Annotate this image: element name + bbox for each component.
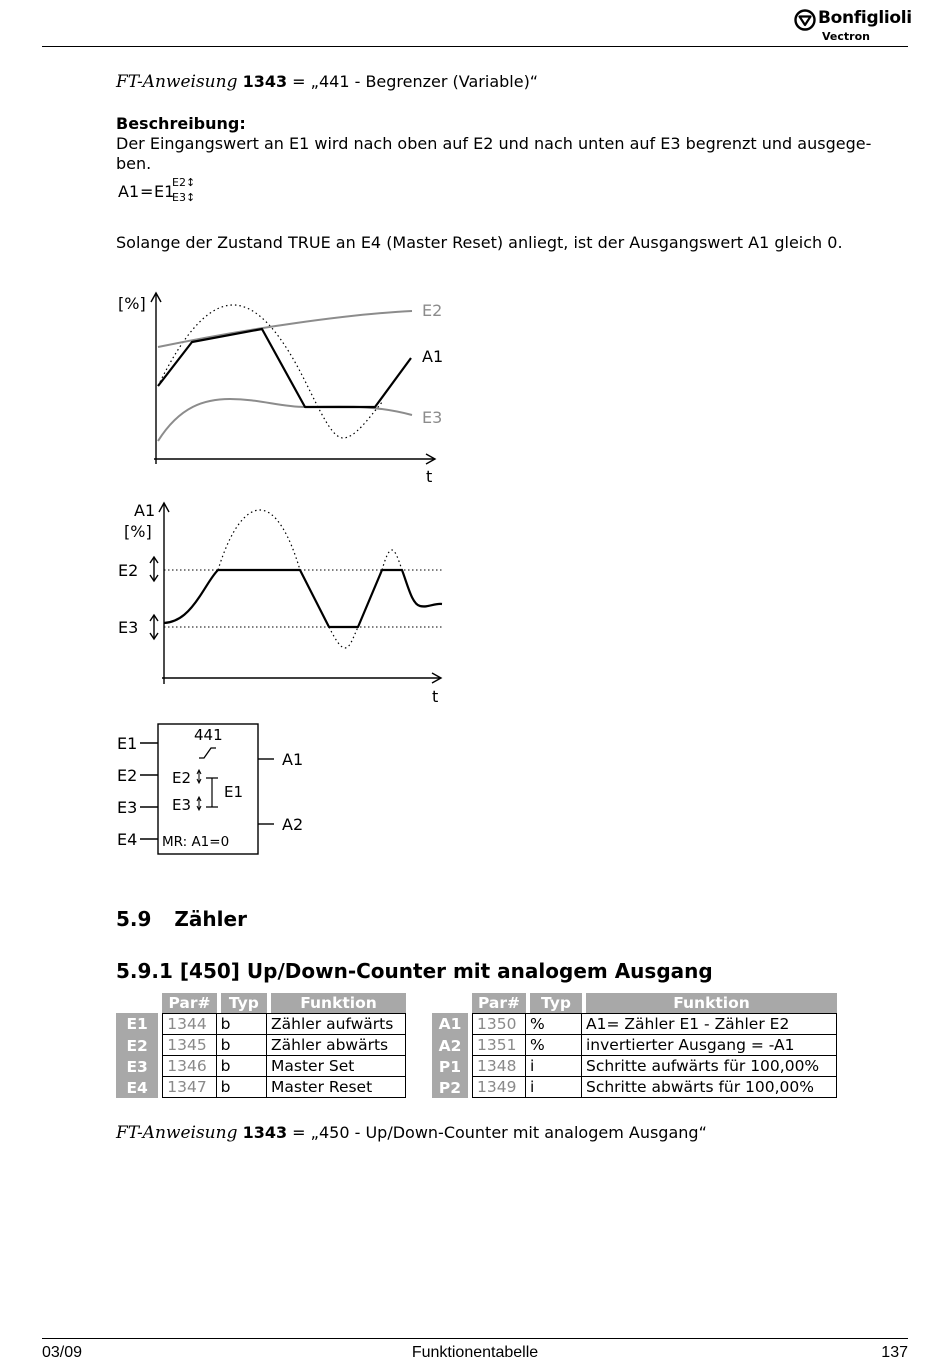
block-inner-e3: E3 xyxy=(172,796,192,814)
section-title: Zähler xyxy=(174,907,247,931)
row-par: 1346 xyxy=(162,1056,216,1077)
row-typ: % xyxy=(526,1035,582,1056)
header-funktion: Funktion xyxy=(267,993,406,1013)
diagram-1-e3-curve xyxy=(158,399,412,441)
block-inner-e1: E1 xyxy=(224,783,244,801)
row-func: Zähler aufwärts xyxy=(267,1013,406,1035)
diagram-2-label-e2: E2 xyxy=(118,561,139,580)
section-number: 5.9 xyxy=(116,907,152,931)
row-func: Schritte aufwärts für 100,00% xyxy=(582,1056,837,1077)
table-outputs-header xyxy=(432,993,837,1013)
row-func: invertierter Ausgang = -A1 xyxy=(582,1035,837,1056)
block-out-a2: A2 xyxy=(282,815,304,834)
bonfiglioli-logo-icon xyxy=(794,9,816,31)
table-row xyxy=(432,1013,837,1035)
footer-page: 137 xyxy=(881,1344,908,1361)
row-label: E4 xyxy=(116,1077,158,1098)
ft-instruction-2 xyxy=(116,1123,707,1143)
footer-date: 03/09 xyxy=(42,1344,83,1361)
diagram-2-label-e3: E3 xyxy=(118,618,139,637)
header-par: Par# xyxy=(472,993,526,1013)
table-row xyxy=(116,1013,406,1035)
table-inputs xyxy=(116,993,406,1098)
footer-title: Funktionentabelle xyxy=(411,1344,539,1361)
brand-name: Bonfiglioli xyxy=(818,8,912,28)
table-row xyxy=(116,1035,406,1056)
formula-eq: = xyxy=(140,182,154,201)
row-label: E1 xyxy=(116,1013,158,1035)
formula-sub: E3↕ xyxy=(172,191,196,204)
row-par: 1351 xyxy=(472,1035,526,1056)
section-heading xyxy=(116,907,247,931)
diagram-1-label-e2: E2 xyxy=(422,301,443,320)
diagram-1-label-a1: A1 xyxy=(422,347,444,366)
row-typ: b xyxy=(217,1056,267,1077)
table-row xyxy=(116,1077,406,1098)
row-func: Schritte abwärts für 100,00% xyxy=(582,1077,837,1098)
ft-text: = „450 - Up/Down-Counter mit analogem Ausgang“ xyxy=(287,1123,707,1142)
row-label: P1 xyxy=(432,1056,468,1077)
row-label: A2 xyxy=(432,1035,468,1056)
row-typ: b xyxy=(217,1035,267,1056)
table-row xyxy=(432,1035,837,1056)
table-inputs-header xyxy=(116,993,406,1013)
row-typ: b xyxy=(217,1077,267,1098)
row-label: P2 xyxy=(432,1077,468,1098)
ft-text: = „441 - Begrenzer (Variable)“ xyxy=(287,72,539,91)
header-typ: Typ xyxy=(217,993,267,1013)
row-func: Zähler abwärts xyxy=(267,1035,406,1056)
reset-note: Solange der Zustand TRUE an E4 (Master Reset) anliegt, ist der Ausgangswert A1 gleich 0. xyxy=(116,233,843,252)
block-mr: MR: A1=0 xyxy=(162,834,230,850)
row-func: A1= Zähler E1 - Zähler E2 xyxy=(582,1013,837,1035)
diagram-2-e2-arrow-icon xyxy=(150,557,158,581)
footer-rule xyxy=(42,1338,908,1339)
row-par: 1345 xyxy=(162,1035,216,1056)
row-typ: i xyxy=(526,1077,582,1098)
diagram-2-input-curve xyxy=(218,510,402,648)
row-typ: % xyxy=(526,1013,582,1035)
row-par: 1347 xyxy=(162,1077,216,1098)
diagram-2-a1-curve xyxy=(164,570,442,627)
ft-prefix: FT-Anweisung xyxy=(116,72,238,92)
header-typ: Typ xyxy=(526,993,582,1013)
description-line-2: ben. xyxy=(116,154,152,173)
function-block-441 xyxy=(110,718,330,863)
diagram-1-xlabel: t xyxy=(426,467,433,486)
block-in-e2: E2 xyxy=(117,766,138,785)
row-typ: b xyxy=(217,1013,267,1035)
subsection-heading: 5.9.1 [450] Up/Down-Counter mit analogem Ausgang xyxy=(116,959,713,983)
formula-base: E1 xyxy=(154,182,175,201)
description-heading: Beschreibung: xyxy=(116,114,246,133)
row-label: E3 xyxy=(116,1056,158,1077)
block-in-e3: E3 xyxy=(117,798,138,817)
diagram-1 xyxy=(100,286,460,486)
row-par: 1349 xyxy=(472,1077,526,1098)
diagram-1-label-e3: E3 xyxy=(422,408,443,427)
header-par: Par# xyxy=(162,993,216,1013)
ft-number: 1343 xyxy=(242,72,288,91)
diagram-1-a1-curve xyxy=(158,329,411,407)
block-in-e4: E4 xyxy=(117,830,138,849)
header-funktion: Funktion xyxy=(582,993,837,1013)
row-label: A1 xyxy=(432,1013,468,1035)
row-func: Master Set xyxy=(267,1056,406,1077)
diagram-1-input-curve xyxy=(158,305,383,438)
formula-lhs: A1 xyxy=(118,182,140,201)
table-row xyxy=(432,1077,837,1098)
brand-sub: Vectron xyxy=(822,30,870,43)
brand-logo xyxy=(794,8,910,44)
formula xyxy=(118,176,238,208)
table-row xyxy=(116,1056,406,1077)
diagram-1-ylabel: [%] xyxy=(118,294,146,313)
row-func: Master Reset xyxy=(267,1077,406,1098)
ft-number: 1343 xyxy=(242,1123,288,1142)
row-par: 1348 xyxy=(472,1056,526,1077)
ft-instruction-1 xyxy=(116,72,538,92)
row-label: E2 xyxy=(116,1035,158,1056)
row-par: 1350 xyxy=(472,1013,526,1035)
block-number: 441 xyxy=(194,726,223,744)
diagram-2 xyxy=(100,496,460,711)
row-par: 1344 xyxy=(162,1013,216,1035)
block-inner-e2: E2 xyxy=(172,769,192,787)
description-line-1: Der Eingangswert an E1 wird nach oben auf E2 und nach unten auf E3 begrenzt und ausgege- xyxy=(116,134,872,153)
diagram-2-xlabel: t xyxy=(432,687,439,706)
header-rule xyxy=(42,46,908,47)
block-in-e1: E1 xyxy=(117,734,138,753)
table-outputs xyxy=(432,993,837,1098)
ft-prefix: FT-Anweisung xyxy=(116,1123,238,1143)
formula-sup: E2↕ xyxy=(172,176,196,189)
diagram-2-ylabel-2: [%] xyxy=(124,522,152,541)
row-typ: i xyxy=(526,1056,582,1077)
diagram-2-ylabel-1: A1 xyxy=(134,501,156,520)
diagram-2-e3-arrow-icon xyxy=(150,615,158,639)
table-row xyxy=(432,1056,837,1077)
block-out-a1: A1 xyxy=(282,750,304,769)
